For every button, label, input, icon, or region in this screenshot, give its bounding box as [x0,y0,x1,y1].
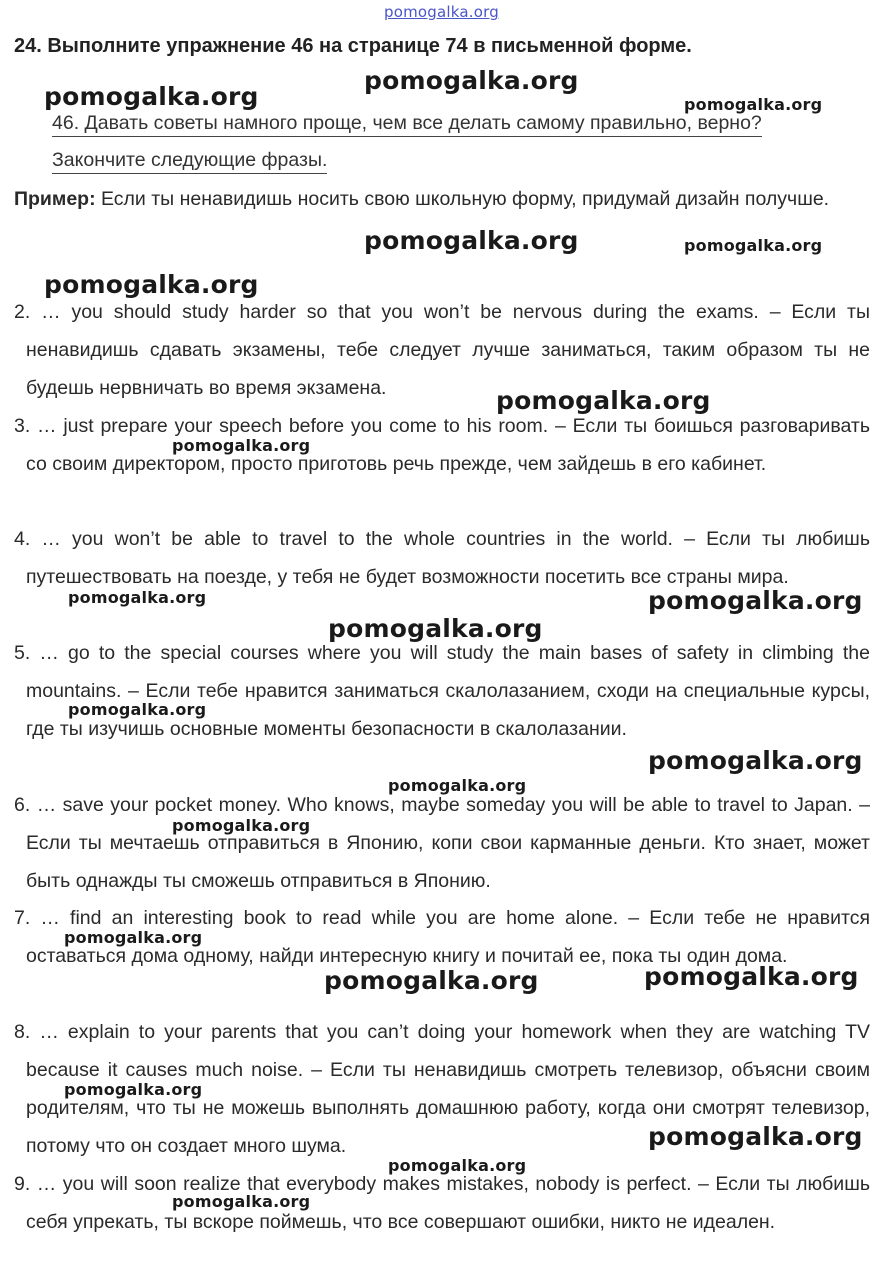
watermark: pomogalka.org [68,588,207,607]
watermark: pomogalka.org [684,236,823,255]
watermark: pomogalka.org [648,746,863,775]
answer-item-3: 3. … just prepare your speech before you come to his room. – Если ты боишься разговаривать со своим директором, просто приготовь речь прежде, чем зайдешь в его кабинет. [14,415,870,475]
answer-item-2: 2. … you should study harder so that you won’t be nervous during the exams. – Если ты ненавидишь сдавать экзамены, тебе следует лучше заниматься, таким образом ты не будешь нервничать во время экзамена. [14,301,870,399]
answer-item-9: 9. … you will soon realize that everybody makes mistakes, nobody is perfect. – Если ты любишь себя упрекать, ты вскоре поймешь, что все совершают ошибки, никто не идеален. [14,1173,870,1233]
watermark: pomogalka.org [388,1156,527,1175]
example-paragraph [14,180,870,218]
watermark: pomogalka.org [388,776,527,795]
answer-item-8: 8. … explain to your parents that you can’t doing your homework when they are watching TV because it causes much noise. – Если ты ненавидишь смотреть телевизор, объясни своим родителям, что ты не можешь выполнять домашнюю работу, когда они смотрят телевизор, потому что он создает много шума. [14,1021,870,1157]
watermark: pomogalka.org [684,95,823,114]
watermark: pomogalka.org [44,270,259,299]
watermark: pomogalka.org [496,386,711,415]
watermark: pomogalka.org [328,614,543,643]
task-title: 24. Выполните упражнение 46 на странице 74 в письменной форме. [14,35,692,57]
watermark: pomogalka.org [172,436,311,455]
exercise-intro-line1: 46. Давать советы намного проще, чем все делать самому правильно, верно? [52,112,762,137]
example-label: Пример: [14,188,96,210]
watermark: pomogalka.org [64,1080,203,1099]
exercise-intro-line2: Закончите следующие фразы. [52,149,327,174]
watermark: pomogalka.org [68,700,207,719]
watermark: pomogalka.org [364,226,579,255]
watermark: pomogalka.org [44,82,259,111]
watermark: pomogalka.org [172,816,311,835]
answer-item-4: 4. … you won’t be able to travel to the whole countries in the world. – Если ты любишь путешествовать на поезде, у тебя не будет возможности посетить все страны мира. [14,528,870,588]
example-text: Если ты ненавидишь носить свою школьную форму, придумай дизайн получше. [101,188,830,210]
watermark: pomogalka.org [324,966,539,995]
header-watermark: pomogalka.org [384,3,499,21]
watermark: pomogalka.org [364,66,579,95]
watermark: pomogalka.org [172,1192,311,1211]
watermark: pomogalka.org [64,928,203,947]
watermark: pomogalka.org [648,586,863,615]
answer-item-6: 6. … save your pocket money. Who knows, maybe someday you will be able to travel to Japan. – Если ты мечтаешь отправиться в Японию, копи свои карманные деньги. Кто знает, может быть однажды ты сможешь отправиться в Японию. [14,794,870,892]
watermark: pomogalka.org [644,962,859,991]
watermark: pomogalka.org [648,1122,863,1151]
answer-item-5: 5. … go to the special courses where you will study the main bases of safety in climbing the mountains. – Если тебе нравится заниматься скалолазанием, сходи на специальные курсы, где ты изучишь основные моменты безопасности в скалолазании. [14,642,870,740]
answer-item-7: 7. … find an interesting book to read while you are home alone. – Если тебе не нравится оставаться дома одному, найди интересную книгу и почитай ее, пока ты один дома. [14,907,870,967]
